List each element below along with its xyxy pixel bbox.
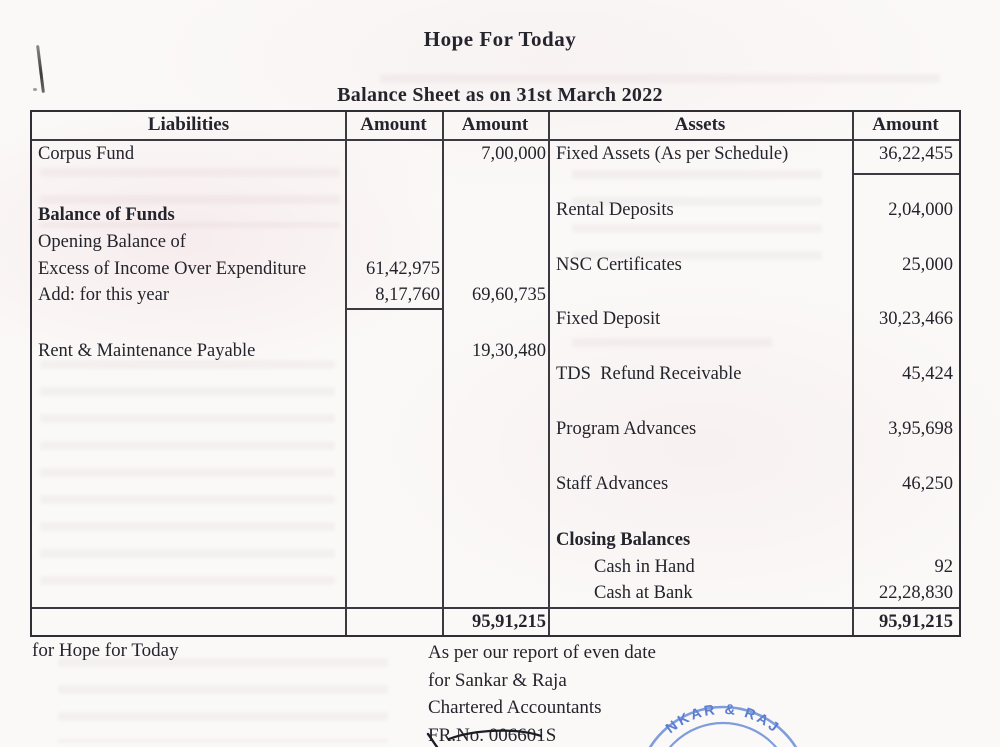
- liability-corpus-fund-label: Corpus Fund: [38, 144, 135, 164]
- rent-payable-label: Rent & Maintenance Payable: [38, 341, 256, 361]
- totals-row-border: [32, 607, 959, 609]
- excess-income-amount: 61,42,975: [366, 259, 440, 279]
- nsc-certificates-label: NSC Certificates: [556, 255, 682, 275]
- add-this-year-label: Add: for this year: [38, 285, 170, 305]
- fixed-deposit-label: Fixed Deposit: [556, 309, 661, 329]
- svg-text:NKAR & RAJ: [663, 702, 783, 737]
- rent-payable-amount: 19,30,480: [472, 341, 546, 361]
- rental-deposits-amount: 2,04,000: [888, 200, 953, 220]
- add-this-year-amount: 8,17,760: [375, 285, 440, 305]
- closing-balances-heading: Closing Balances: [556, 530, 691, 550]
- funds-subtotal-amount: 69,60,735: [472, 285, 546, 305]
- header-amount-3: Amount: [872, 114, 939, 135]
- bleed-through-artifact: [58, 658, 388, 743]
- document-title: Balance Sheet as on 31st March 2022: [337, 84, 663, 106]
- report-line: As per our report of even date: [428, 642, 656, 663]
- tds-refund-amount: 45,424: [902, 364, 953, 384]
- amount-rule: [854, 173, 959, 175]
- cash-at-bank-amount: 22,28,830: [879, 583, 953, 603]
- auditor-stamp: [627, 698, 819, 747]
- header-amount-2: Amount: [461, 114, 529, 135]
- staff-advances-amount: 46,250: [902, 474, 953, 494]
- liabilities-total-amount: 95,91,215: [472, 612, 546, 632]
- assets-total-amount: 95,91,215: [879, 612, 953, 632]
- fixed-deposit-amount: 30,23,466: [879, 309, 953, 329]
- header-liabilities: Liabilities: [147, 114, 230, 135]
- signature-stroke: [415, 729, 575, 747]
- staff-advances-label: Staff Advances: [556, 474, 669, 494]
- excess-income-label: Excess of Income Over Expenditure: [38, 259, 307, 279]
- fixed-assets-label: Fixed Assets (As per Schedule): [556, 144, 789, 164]
- column-divider: [442, 112, 444, 635]
- opening-balance-line: Opening Balance of: [38, 232, 186, 252]
- balance-sheet-table: [30, 110, 961, 637]
- program-advances-amount: 3,95,698: [888, 419, 953, 439]
- amount-rule: [347, 308, 442, 310]
- column-divider: [345, 112, 347, 635]
- cash-at-bank-label: Cash at Bank: [594, 583, 693, 603]
- header-assets: Assets: [674, 114, 726, 135]
- organization-title: Hope For Today: [423, 27, 577, 51]
- tds-refund-label: TDS Refund Receivable: [556, 364, 742, 384]
- stamp-text: NKAR & RAJ: [663, 701, 784, 738]
- program-advances-label: Program Advances: [556, 419, 697, 439]
- cash-in-hand-amount: 92: [934, 557, 953, 577]
- designation-line: Chartered Accountants: [428, 697, 602, 718]
- registration-line: FR.No. 006601S: [428, 724, 557, 746]
- firm-line: for Sankar & Raja: [428, 669, 567, 691]
- balance-of-funds-heading: Balance of Funds: [38, 205, 175, 225]
- header-row-border: [32, 139, 959, 141]
- fixed-assets-amount: 36,22,455: [879, 144, 953, 164]
- header-amount-1: Amount: [360, 114, 427, 135]
- nsc-certificates-amount: 25,000: [902, 255, 953, 275]
- left-signatory-line: for Hope for Today: [32, 640, 179, 661]
- cash-in-hand-label: Cash in Hand: [594, 557, 695, 577]
- liability-corpus-fund-amount: 7,00,000: [481, 144, 546, 164]
- rental-deposits-label: Rental Deposits: [556, 200, 674, 220]
